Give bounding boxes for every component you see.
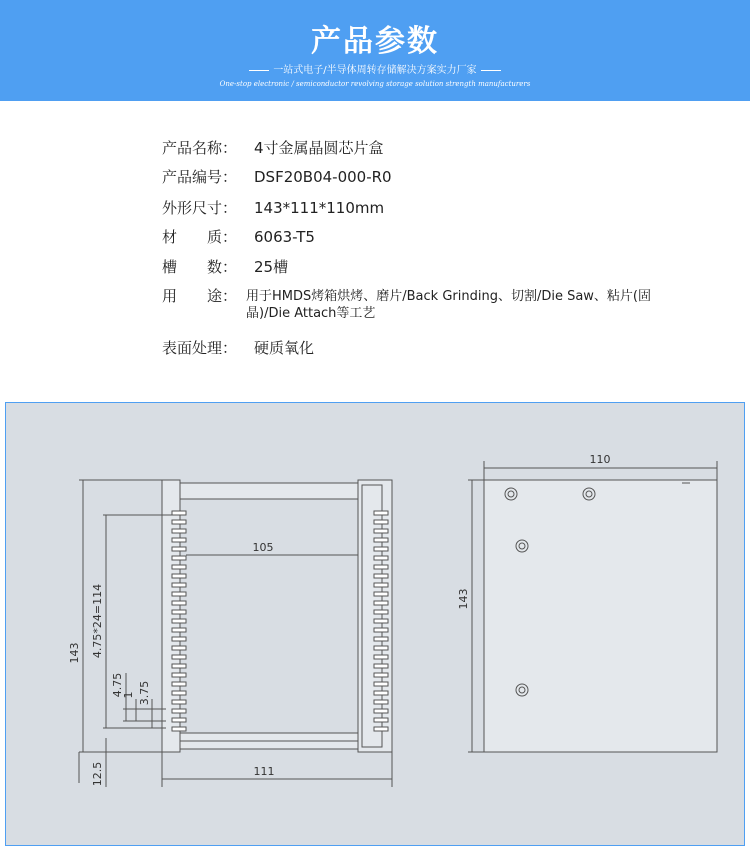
- slot-tooth: [172, 610, 186, 614]
- spec-label: 槽 数：: [162, 258, 238, 276]
- slot-tooth: [172, 655, 186, 659]
- spec-value: 用于HMDS烤箱烘烤、磨片/Back Grinding、切割/Die Saw、粘片(固晶)/Die Attach等工艺: [246, 289, 652, 321]
- slot-tooth: [172, 547, 186, 551]
- slot-tooth: [172, 592, 186, 596]
- spec-value: 4寸金属晶圆芯片盒: [254, 139, 384, 157]
- technical-drawing: [6, 403, 746, 847]
- slot-tooth: [374, 583, 388, 587]
- spec-value: DSF20B04-000-R0: [254, 168, 392, 186]
- spec-label: 外形尺寸：: [162, 199, 238, 217]
- slot-tooth: [172, 565, 186, 569]
- slot-tooth: [374, 619, 388, 623]
- slot-tooth: [172, 646, 186, 650]
- slot-tooth: [172, 619, 186, 623]
- slot-tooth: [374, 682, 388, 686]
- subtitle-en: One-stop electronic / semiconductor revolving storage solution strength manufacturers: [219, 80, 531, 88]
- slot-tooth: [374, 628, 388, 632]
- slot-tooth: [172, 727, 186, 731]
- slot-tooth: [374, 673, 388, 677]
- spec-label: 表面处理：: [162, 339, 238, 357]
- slot-tooth: [374, 637, 388, 641]
- slot-tooth: [374, 565, 388, 569]
- spec-value: 硬质氧化: [254, 339, 315, 357]
- slot-tooth: [374, 511, 388, 515]
- slot-tooth: [374, 718, 388, 722]
- slot-tooth: [374, 655, 388, 659]
- slot-tooth: [374, 547, 388, 551]
- slot-tooth: [172, 628, 186, 632]
- spec-label: 产品名称：: [162, 139, 238, 157]
- page-subtitle: [0, 61, 750, 76]
- slot-tooth: [374, 592, 388, 596]
- side-plate: [484, 480, 717, 752]
- slot-tooth: [172, 673, 186, 677]
- slot-tooth: [172, 574, 186, 578]
- label-slot-span: 4.75*24=114: [91, 583, 104, 659]
- slot-tooth: [374, 664, 388, 668]
- divider: [249, 70, 269, 71]
- front-view: [79, 480, 392, 787]
- slot-tooth: [374, 709, 388, 713]
- spec-value: 6063-T5: [254, 228, 315, 246]
- slot-tooth: [172, 520, 186, 524]
- spec-label: 材 质：: [162, 228, 238, 246]
- label-slot: 1: [122, 691, 135, 699]
- slot-tooth: [374, 700, 388, 704]
- slot-tooth: [374, 610, 388, 614]
- label-width: 111: [253, 765, 275, 778]
- top-bar: [180, 483, 358, 499]
- slot-tooth: [172, 700, 186, 704]
- slot-tooth: [374, 538, 388, 542]
- slot-tooth: [374, 556, 388, 560]
- spec-value: 143*111*110mm: [254, 199, 385, 217]
- slot-tooth: [374, 646, 388, 650]
- label-land: 3.75: [138, 680, 151, 706]
- slot-tooth: [172, 601, 186, 605]
- slot-tooth: [172, 682, 186, 686]
- divider: [481, 70, 501, 71]
- spec-row-usage: [84, 282, 667, 332]
- page-title: 产品参数: [311, 24, 439, 59]
- subtitle-text: 一站式电子/半导体周转存储解决方案实力厂家: [273, 65, 477, 76]
- label-base: 12.5: [91, 761, 104, 787]
- slot-tooth: [374, 529, 388, 533]
- slot-tooth: [374, 520, 388, 524]
- slot-tooth: [172, 664, 186, 668]
- slot-tooth: [172, 709, 186, 713]
- slot-tooth: [374, 574, 388, 578]
- side-view: [468, 461, 717, 752]
- slot-tooth: [172, 637, 186, 641]
- header-banner: [0, 0, 750, 101]
- slot-tooth: [374, 691, 388, 695]
- slot-tooth: [374, 601, 388, 605]
- technical-drawing-panel: [5, 402, 745, 846]
- slot-tooth: [374, 727, 388, 731]
- slot-tooth: [172, 529, 186, 533]
- slot-tooth: [172, 511, 186, 515]
- label-inner-width: 105: [252, 541, 274, 554]
- slot-tooth: [172, 718, 186, 722]
- label-side-width: 110: [589, 453, 611, 466]
- label-side-height: 143: [457, 588, 470, 610]
- spec-value: 25槽: [254, 258, 289, 276]
- slot-tooth: [172, 556, 186, 560]
- slot-tooth: [172, 583, 186, 587]
- label-pitch: 4.75: [111, 672, 124, 698]
- spec-label: 产品编号：: [162, 168, 238, 186]
- slot-tooth: [172, 538, 186, 542]
- slot-tooth: [172, 691, 186, 695]
- spec-label: 用 途：: [162, 287, 238, 305]
- label-height: 143: [68, 642, 81, 664]
